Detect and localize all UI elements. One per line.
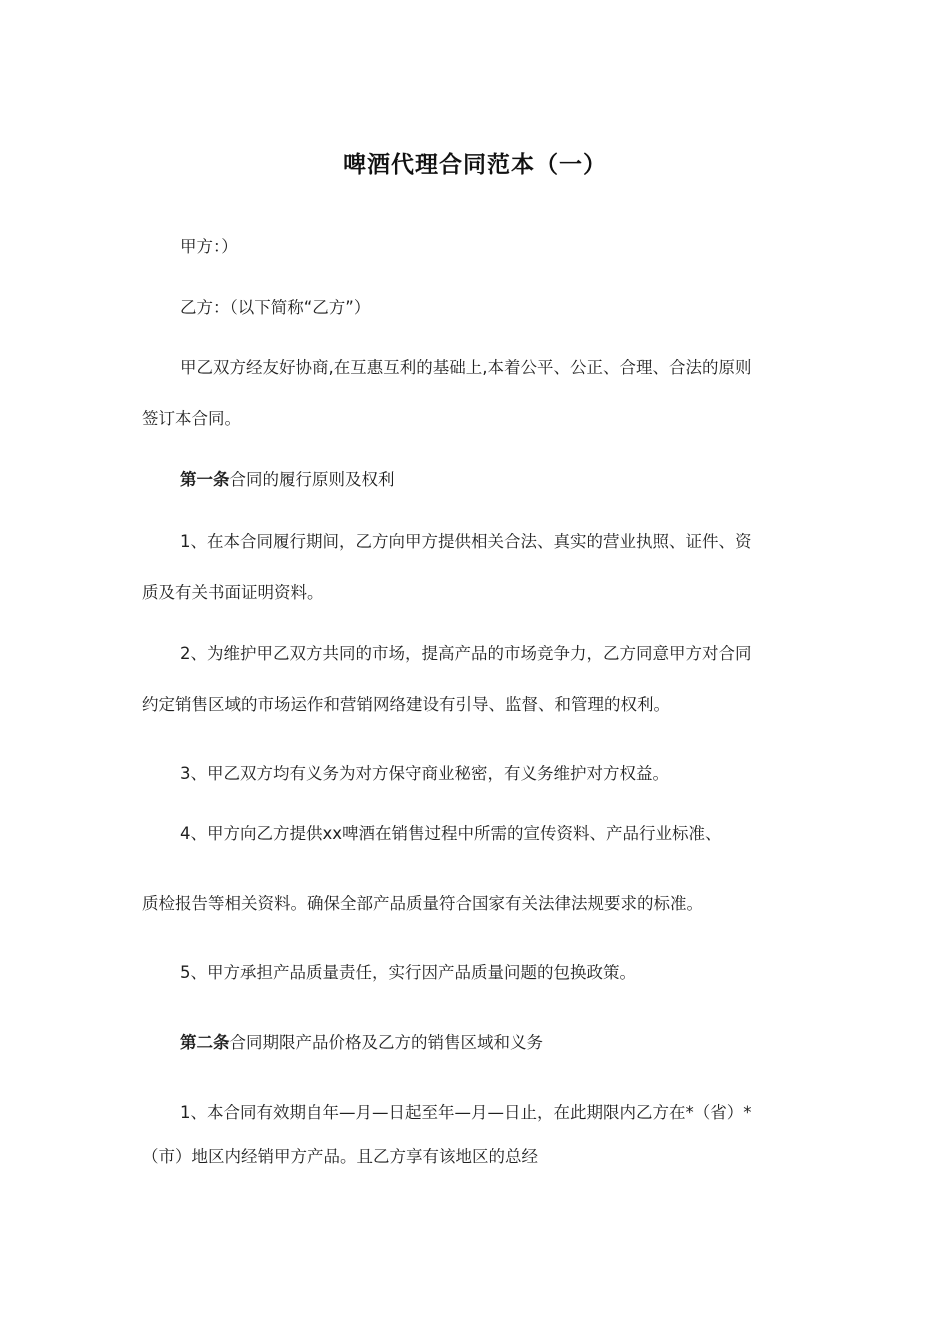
document-title: 啤酒代理合同范本（一） (343, 152, 607, 178)
article1-item3: 3、甲乙双方均有义务为对方保守商业秘密，有义务维护对方权益。 (180, 764, 669, 783)
article1-title: 合同的履行原则及权利 (229, 470, 395, 489)
article2-item1-line2: （市）地区内经销甲方产品。且乙方享有该地区的总经 (142, 1147, 538, 1166)
article1-item5: 5、甲方承担产品质量责任，实行因产品质量问题的包换政策。 (180, 963, 636, 982)
preamble-line-2: 签订本合同。 (142, 409, 241, 428)
article2-heading (180, 1029, 543, 1053)
article1-item1-line1: 1、在本合同履行期间，乙方向甲方提供相关合法、真实的营业执照、证件、资 (180, 532, 752, 551)
article1-item4-line1: 4、甲方向乙方提供xx啤酒在销售过程中所需的宣传资料、产品行业标准、 (180, 824, 722, 843)
article2-title: 合同期限产品价格及乙方的销售区域和义务 (229, 1033, 543, 1052)
article1-heading (180, 466, 395, 490)
article1-number: 第一条 (180, 470, 230, 489)
article1-item4-line2: 质检报告等相关资料。确保全部产品质量符合国家有关法律法规要求的标准。 (142, 894, 703, 913)
article2-number: 第二条 (180, 1033, 230, 1052)
party-b-line: 乙方：（以下简称“乙方”） (180, 298, 371, 317)
preamble-line-1: 甲乙双方经友好协商,在互惠互利的基础上,本着公平、公正、合理、合法的原则 (180, 358, 752, 377)
article1-item2-line2: 约定销售区域的市场运作和营销网络建设有引导、监督、和管理的权利。 (142, 695, 670, 714)
article2-item1-line1: 1、本合同有效期自年—月—日起至年—月—日止，在此期限内乙方在*（省）* (180, 1103, 752, 1122)
article1-item2-line1: 2、为维护甲乙双方共同的市场，提高产品的市场竞争力，乙方同意甲方对合同 (180, 644, 752, 663)
article1-item1-line2: 质及有关书面证明资料。 (142, 583, 324, 602)
party-a-line: 甲方：） (180, 237, 238, 256)
